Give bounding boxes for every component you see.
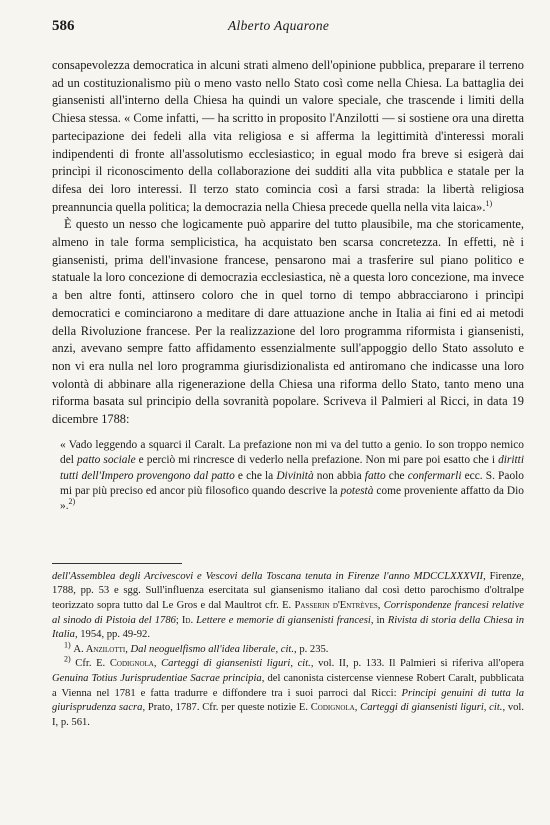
quote-part: e che la bbox=[234, 469, 277, 482]
footnote-part: , Prato, 1787. Cfr. per queste notizie E. bbox=[142, 702, 311, 714]
footnote-part: , Firenze, 1788, pp. 53 e sgg. Sull'influenza esercitata sul giansenismo italiano dal così detto parochismo d'oltralpe teorizzato sopra tutto dal Le Gros e dal Maultrot cfr. E. bbox=[52, 570, 525, 611]
footnote-part: , bbox=[377, 599, 384, 611]
footnote-part: , del canonista cistercense viennese Robert Caralt, pubblicata a Vienna nel 1781 e fatta tradurre e diffondere tra i suoi parroci dal Ricci: bbox=[52, 672, 525, 699]
footnote-part: , vol. II, p. 133. Il Palmieri si riferiva all'opera bbox=[310, 658, 525, 670]
running-head: Alberto Aquarone bbox=[228, 18, 330, 33]
quote-emphasis: fatto bbox=[364, 469, 386, 482]
footnote-italic: Carteggi di giansenisti liguri, cit. bbox=[161, 658, 311, 670]
quote-emphasis: Divinità bbox=[276, 469, 314, 482]
footnote-continuation bbox=[52, 570, 524, 643]
footnote-part: , in bbox=[370, 614, 388, 626]
footnote-part: Cfr. E. bbox=[70, 658, 110, 670]
footnote-part: , bbox=[153, 658, 162, 670]
quote-emphasis: patto sociale bbox=[76, 454, 136, 467]
footnote-part: , bbox=[125, 643, 131, 655]
footnote-italic: dell'Assemblea degli Arcivescovi e Vescovi della Toscana tenuta in Firenze l'anno MDCCLXXXVII bbox=[52, 570, 484, 582]
footnote-italic: Dal neoguelfismo all'idea liberale, cit. bbox=[130, 643, 295, 655]
footnote-author: Id. bbox=[181, 614, 194, 626]
footnote-part: , 1954, pp. 49-92. bbox=[74, 629, 150, 641]
footnotes bbox=[52, 570, 524, 731]
paragraph-2: È questo un nesso che logicamente può apparire del tutto plausibile, ma che storicamente, almeno in tale forma semplicistica, ha acquistato ben scarsa concretezza. In effetti, nè i giansenisti, prima dell'invasione francese, pensarono mai a trasferire sul piano politico e statuale la loro concezione di democrazia ecclesiastica, nè a questa loro concezione, ma invece a ben altre fonti, attinsero coloro che in quel torno di tempo abbracciarono i princìpi democratici e cominciarono a meditare di dare attuazione anche in Italia ai fini ed ai metodi della Rivoluzione francese. Per la realizzazione del loro programma riformista i giansenisti, anzi, avevano sempre fatto affidamento essenzialmente sull'appoggio dello Stato assoluto e non vi era nulla nel loro programma giurisdizionalista ed antiromano che indicasse una loro volontà di abbinare alla rigenerazione della Chiesa una riforma dello Stato, tanto meno una riforma basata sul principio della sovranità popolare. Scriveva il Palmieri al Ricci, in data 19 dicembre 1788: bbox=[52, 217, 524, 427]
footnote-mark: 1) bbox=[64, 640, 71, 650]
footnote-part: , bbox=[354, 702, 361, 714]
page-number: 586 bbox=[52, 18, 75, 34]
block-quote bbox=[52, 438, 524, 515]
footnote-rule bbox=[52, 563, 182, 564]
footnote-part: , vol. I, p. 561. bbox=[52, 702, 525, 728]
quote-part: non abbia bbox=[313, 469, 365, 482]
quote-part: « Vado leggendo a squarci il Caralt. La prefazione non mi va del tutto a genio. Io son troppo nemico del bbox=[60, 438, 524, 467]
note-ref-2: 2) bbox=[68, 497, 76, 507]
quote-part: come proveniente affatto da Dio ». bbox=[60, 484, 524, 513]
footnote-italic: Corrispondenze francesi relative al sinodo di Pistoia del 1786 bbox=[52, 599, 525, 626]
footnote-italic: Carteggi di giansenisti liguri, cit. bbox=[360, 702, 503, 714]
footnote-part: ; bbox=[175, 614, 182, 626]
footnote-part: , p. 235. bbox=[294, 643, 329, 655]
paragraph-1 bbox=[52, 57, 524, 216]
footnote-italic: Genuina Totius Jurisprudentiae Sacrae principia bbox=[52, 672, 262, 684]
footnote-author: A. Anzilotti bbox=[73, 643, 126, 655]
note-ref-1: 1) bbox=[485, 198, 493, 208]
quote-part: e perciò mi rincresce di vederlo nella prefazione. Non mi pare poi esatto che i bbox=[135, 454, 499, 467]
quote-part: ecc. S. Paolo mi par più preciso ed ancor più filosofico quando descrive la bbox=[60, 469, 525, 497]
footnote-italic: Principi genuini di tutta la giurisprudenza sacra bbox=[52, 687, 524, 714]
footnote-author: Codignola bbox=[310, 702, 355, 714]
footnote-author: Passerin d'Entrèves bbox=[294, 599, 378, 611]
footnote-2 bbox=[52, 654, 525, 730]
body-text bbox=[52, 57, 524, 429]
quote-emphasis: potestà bbox=[340, 484, 374, 497]
footnote-italic: Lettere e memorie di giansenisti francesi bbox=[196, 614, 371, 626]
footnote-mark: 2) bbox=[64, 654, 71, 664]
footnote-1 bbox=[52, 640, 524, 658]
quote-emphasis: confermarli bbox=[407, 469, 462, 482]
quote-text bbox=[60, 438, 524, 515]
footnote-italic: Rivista di storia della Chiesa in Italia bbox=[52, 614, 525, 641]
page-header bbox=[52, 18, 524, 43]
quote-part: che bbox=[385, 469, 408, 482]
footnote-author: Codignola bbox=[109, 658, 154, 670]
quote-emphasis: diritti tutti dell'Impero provengono dal patto bbox=[60, 454, 525, 482]
paragraph-1-text: consapevolezza democratica in alcuni strati almeno dell'opinione pubblica, preparare il terreno ad un costituzionalismo più o meno vasto nello Stato così come nella Chiesa. La battaglia dei giansenisti all'interno della Chiesa ha quindi un valore speciale, che trascende i limiti della Chiesa stessa. « Come infatti, — ha scritto in proposito l'Anzilotti — si sostiene ora una diretta partecipazione dei fedeli alla vita religiosa e si afferma la legittimità d'interessi morali indipendenti di fronte all'assolutismo ecclesiastico; in egual modo fra breve si esigerà dai princìpi il riconoscimento della collaborazione dei sudditi alla vita pubblica e statale per la difesa dei loro interessi. Il terzo stato comincia così a farsi strada: la libertà religiosa preannuncia quella politica; la democrazia nella Chiesa precede quella nella vita laica». bbox=[52, 58, 524, 214]
